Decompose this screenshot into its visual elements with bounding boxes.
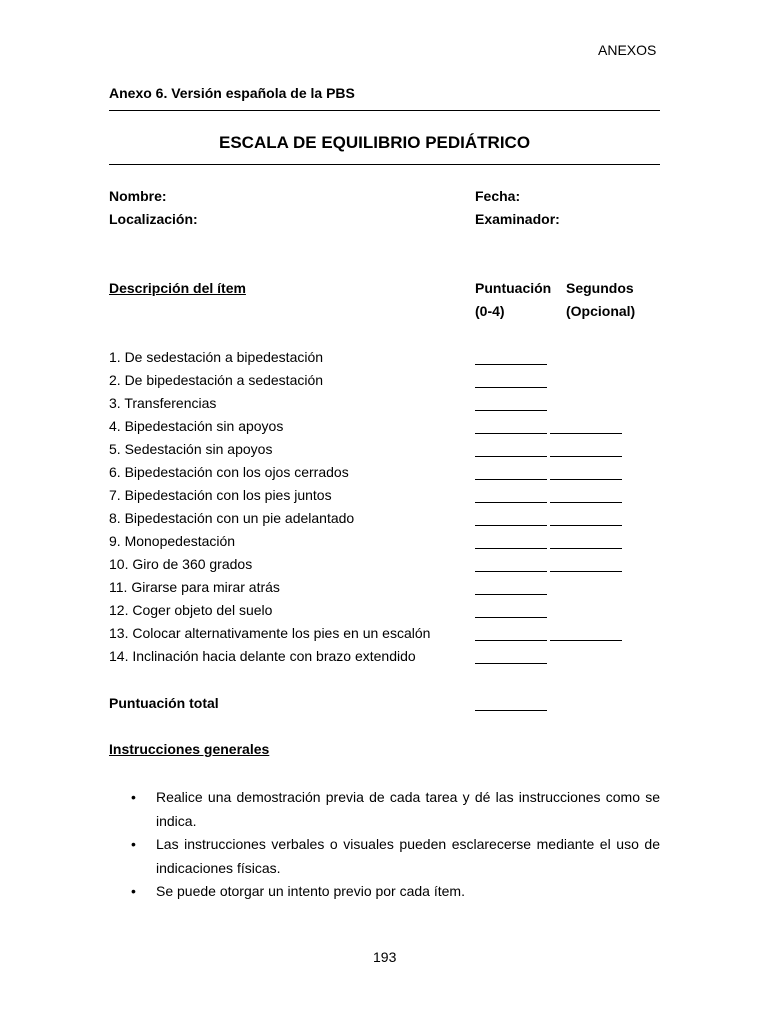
item-label: 3. Transferencias <box>109 395 217 411</box>
bullet-icon: • <box>131 883 136 899</box>
score-range-label: (0-4) <box>475 303 505 319</box>
seconds-blank <box>550 433 622 434</box>
item-label: 11. Girarse para mirar atrás <box>109 579 280 595</box>
top-rule <box>109 110 660 111</box>
page-number: 193 <box>373 949 397 965</box>
score-blank <box>475 479 547 480</box>
bullet-icon: • <box>131 789 136 805</box>
seconds-optional-label: (Opcional) <box>566 303 636 319</box>
item-row <box>109 625 669 645</box>
item-row <box>109 372 669 392</box>
item-label: 13. Colocar alternativamente los pies en un escalón <box>109 625 431 641</box>
item-row <box>109 441 669 461</box>
score-column-header: Puntuación <box>475 280 552 296</box>
annex-title: Anexo 6. Versión española de la PBS <box>109 85 355 101</box>
total-score-label: Puntuación total <box>109 695 219 711</box>
name-label: Nombre: <box>109 188 167 204</box>
seconds-column-header: Segundos <box>566 280 634 296</box>
item-label: 1. De sedestación a bipedestación <box>109 349 324 365</box>
item-row <box>109 395 669 415</box>
item-row <box>109 579 669 599</box>
item-row <box>109 510 669 530</box>
score-blank <box>475 456 547 457</box>
score-blank <box>475 410 547 411</box>
instruction-item <box>109 833 660 880</box>
item-row <box>109 556 669 576</box>
item-row <box>109 648 669 668</box>
instruction-text: Las instrucciones verbales o visuales pueden esclarecerse mediante el uso de indicaciones físicas. <box>156 836 660 876</box>
item-label: 8. Bipedestación con un pie adelantado <box>109 510 355 526</box>
score-blank <box>475 640 547 641</box>
location-label: Localización: <box>109 211 198 227</box>
item-label: 9. Monopedestación <box>109 533 236 549</box>
item-label: 7. Bipedestación con los pies juntos <box>109 487 332 503</box>
instruction-item <box>109 786 660 833</box>
score-blank <box>475 433 547 434</box>
examiner-label: Examinador: <box>475 211 560 227</box>
title-rule <box>109 164 660 165</box>
date-label: Fecha: <box>475 188 521 204</box>
seconds-blank <box>550 502 622 503</box>
score-blank <box>475 502 547 503</box>
seconds-blank <box>550 640 622 641</box>
score-blank <box>475 364 547 365</box>
description-column-header: Descripción del ítem <box>109 280 246 296</box>
seconds-blank <box>550 571 622 572</box>
seconds-blank <box>550 525 622 526</box>
seconds-blank <box>550 548 622 549</box>
score-blank <box>475 617 547 618</box>
item-label: 5. Sedestación sin apoyos <box>109 441 273 457</box>
instruction-text: Se puede otorgar un intento previo por cada ítem. <box>156 883 465 899</box>
item-row <box>109 487 669 507</box>
score-blank <box>475 525 547 526</box>
item-row <box>109 602 669 622</box>
score-blank <box>475 548 547 549</box>
running-header: ANEXOS <box>598 42 657 58</box>
score-blank <box>475 594 547 595</box>
item-label: 12. Coger objeto del suelo <box>109 602 273 618</box>
item-row <box>109 533 669 553</box>
score-blank <box>475 387 547 388</box>
scale-title: ESCALA DE EQUILIBRIO PEDIÁTRICO <box>219 133 531 152</box>
item-row <box>109 464 669 484</box>
bullet-icon: • <box>131 836 136 852</box>
item-label: 2. De bipedestación a sedestación <box>109 372 324 388</box>
instructions-list <box>109 786 660 904</box>
total-score-blank <box>475 710 547 711</box>
seconds-blank <box>550 456 622 457</box>
seconds-blank <box>550 479 622 480</box>
item-row <box>109 349 669 369</box>
item-label: 14. Inclinación hacia delante con brazo extendido <box>109 648 416 664</box>
item-label: 10. Giro de 360 grados <box>109 556 253 572</box>
score-blank <box>475 663 547 664</box>
item-label: 4. Bipedestación sin apoyos <box>109 418 284 434</box>
instruction-item <box>109 880 660 904</box>
instruction-text: Realice una demostración previa de cada tarea y dé las instrucciones como se indica. <box>156 789 660 829</box>
item-label: 6. Bipedestación con los ojos cerrados <box>109 464 349 480</box>
score-blank <box>475 571 547 572</box>
item-row <box>109 418 669 438</box>
instructions-heading: Instrucciones generales <box>109 741 270 757</box>
